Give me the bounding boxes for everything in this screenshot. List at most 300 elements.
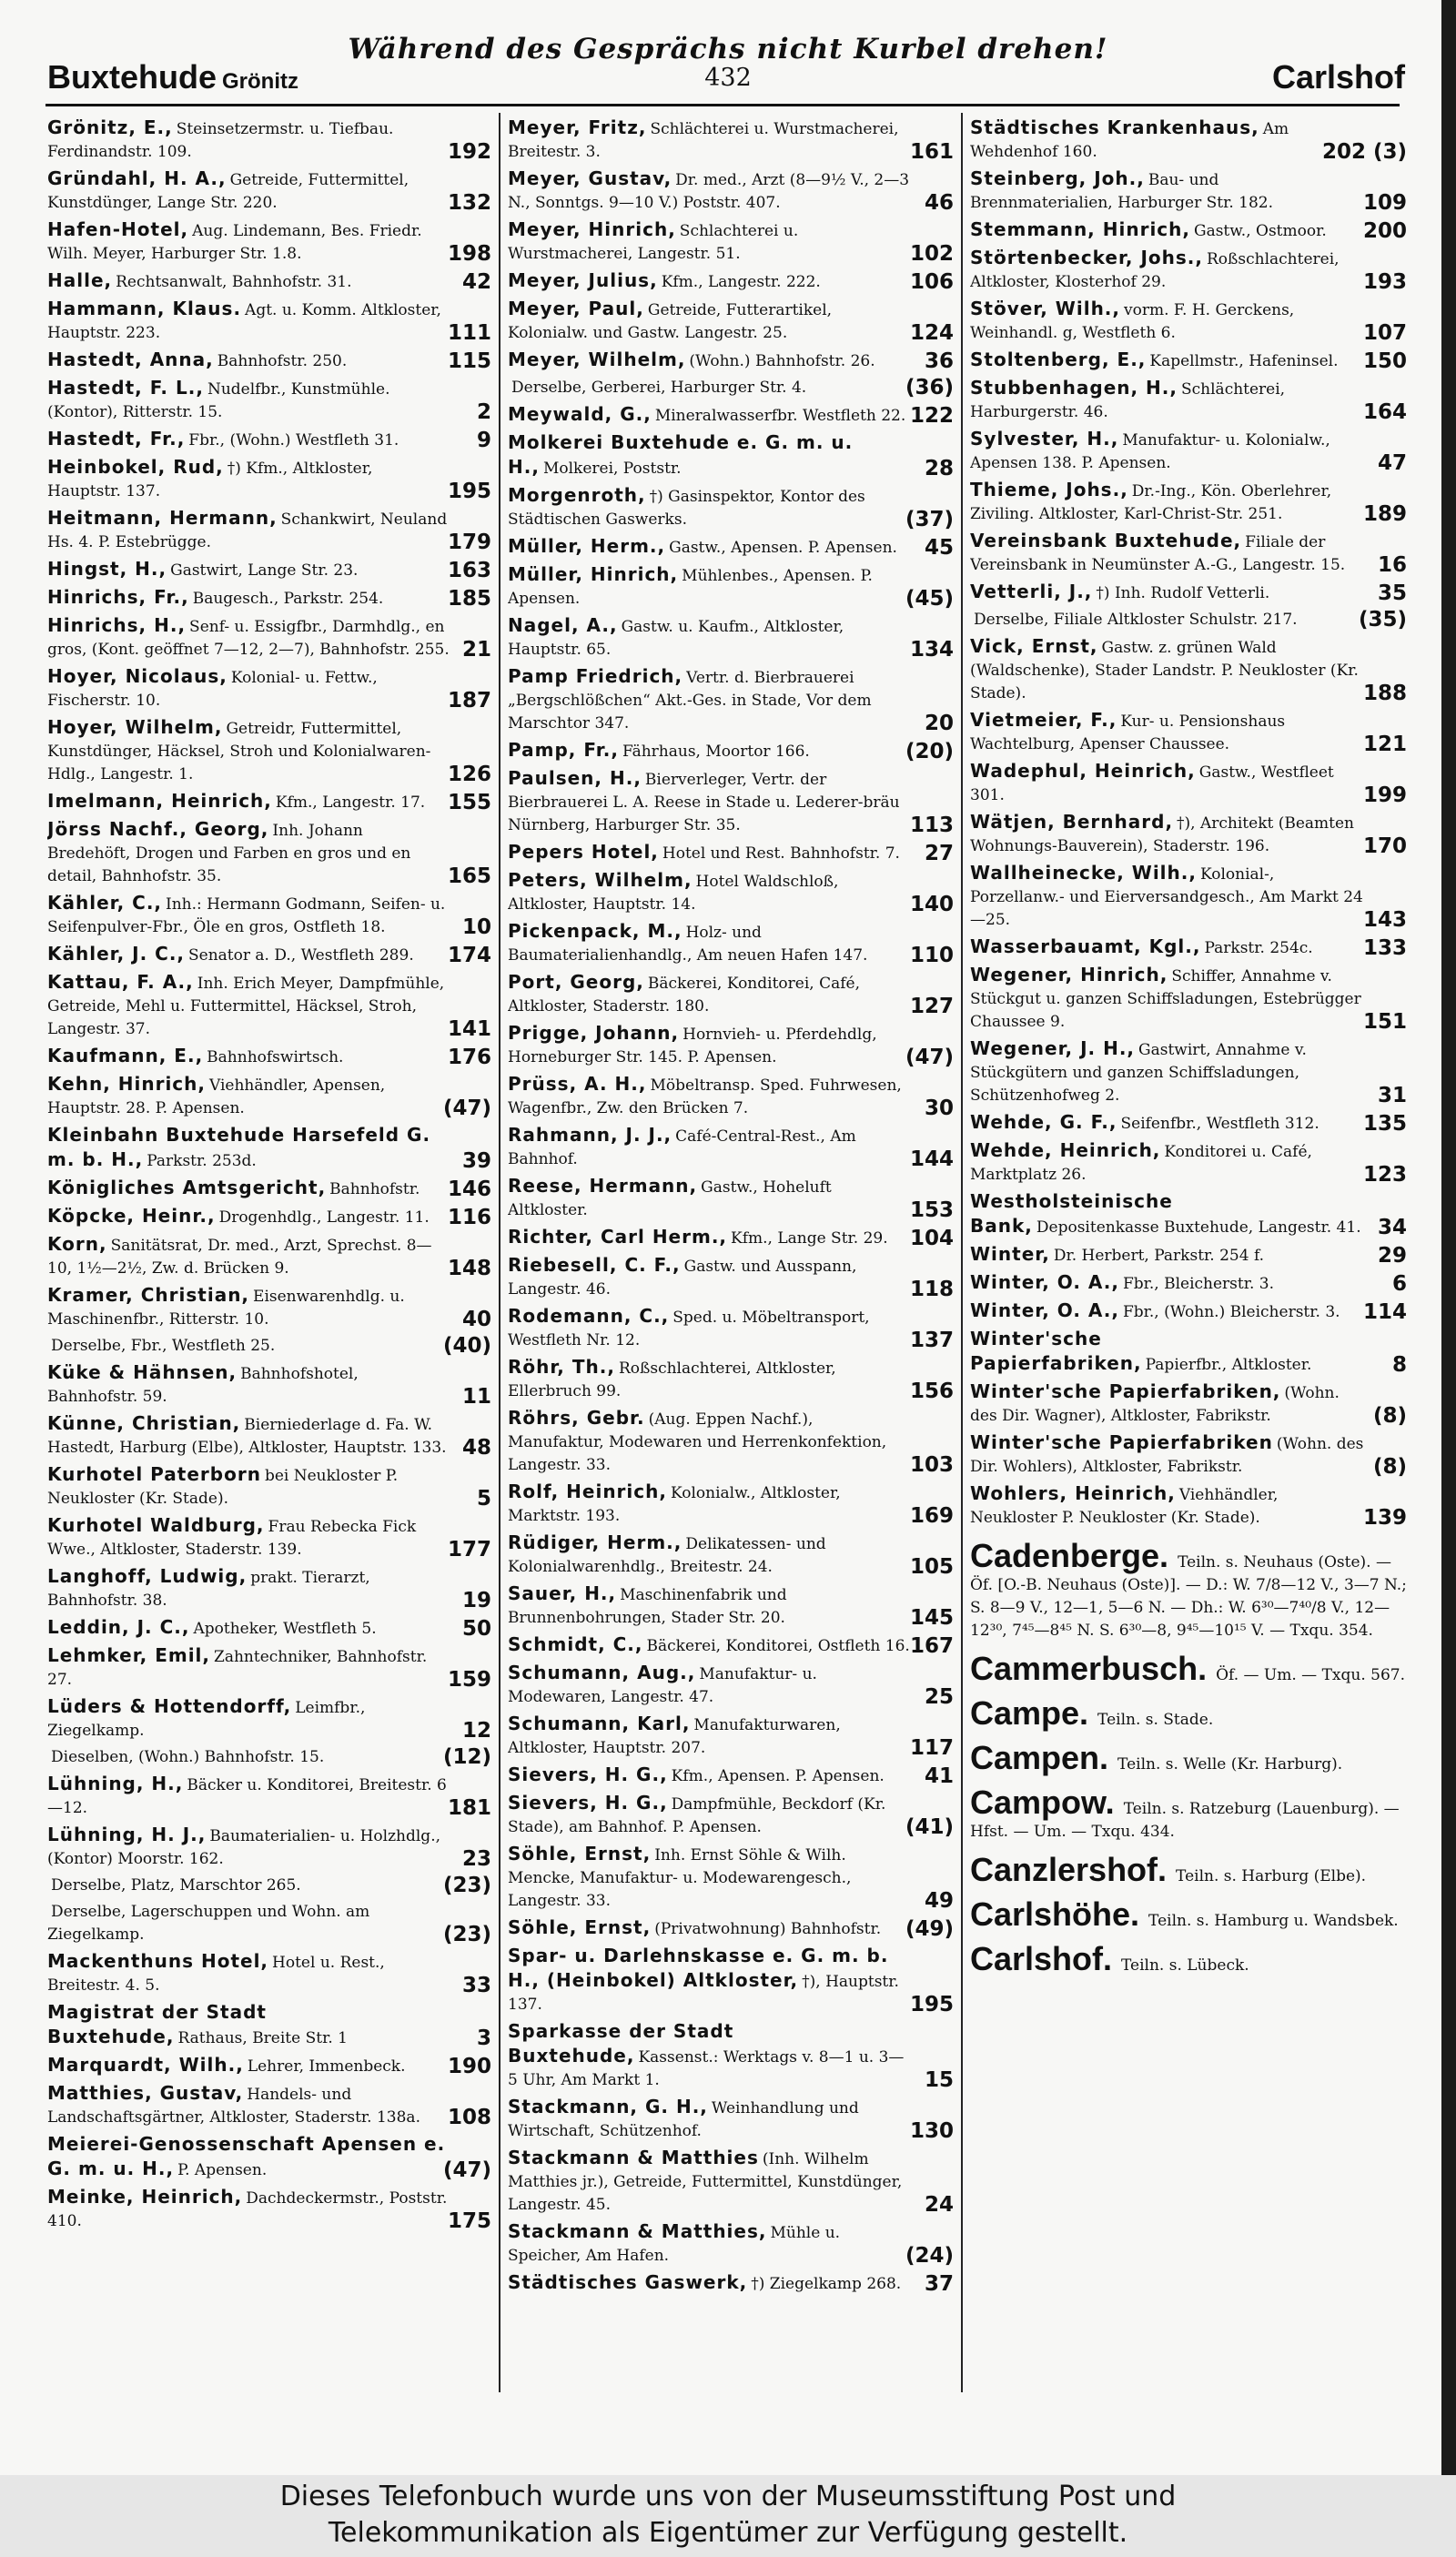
entry-name: Küke & Hähnsen, <box>47 1361 238 1383</box>
phone-number: 19 <box>461 1589 491 1612</box>
phone-number: 9 <box>476 429 491 452</box>
town-details: Teiln. s. Ratzeburg (Lauenburg). — Hfst. — Um. — Txqu. 434. <box>970 1800 1400 1841</box>
town-name: Campe. <box>970 1694 1089 1732</box>
directory-entry <box>508 1713 954 1760</box>
phone-number: 37 <box>924 2272 954 2296</box>
entry-name: Kleinbahn Buxtehude Harsefeld G. m. b. H., <box>47 1124 431 1170</box>
town-entry <box>970 1851 1407 1888</box>
phone-number: 148 <box>447 1257 491 1280</box>
town-details: Teiln. s. Neuhaus (Oste). — Öf. [O.-B. Neuhaus (Oste)]. — D.: W. 7/8—12 V., 3—7 N.; S. 8—9 V., 12—1, 5—6 N. — Dh.: W. 6³⁰—7⁴⁰/8 V., 12—12³⁰, 7⁴⁵—8⁴⁵ N. S. 6³⁰—8, 9⁴⁵—10¹⁵ V. — Txqu. 354. <box>970 1553 1407 1640</box>
directory-entry <box>970 581 1407 605</box>
directory-entry <box>508 1175 954 1222</box>
directory-entry <box>508 2096 954 2143</box>
directory-entry <box>508 1582 954 1630</box>
phone-number: 135 <box>1362 1112 1407 1136</box>
footer-line-2: Telekommunikation als Eigentümer zur Verfügung gestellt. <box>328 2517 1128 2549</box>
directory-entry <box>508 1792 954 1839</box>
entry-name: Steinberg, Joh., <box>970 167 1145 189</box>
phone-number: 114 <box>1362 1300 1407 1324</box>
entry-detail: Hornvieh- u. Pferdehdlg, Horneburger Str. 145. P. Apensen. <box>508 1026 877 1066</box>
entry-detail: Getreidr, Futtermittel, Kunstdünger, Häcksel, Stroh und Kolonialwaren-Hdlg., Langestr. 1. <box>47 720 431 783</box>
entry-detail: Leimfbr., Ziegelkamp. <box>47 1699 366 1740</box>
directory-entry <box>508 1843 954 1913</box>
entry-detail: Am Wehdenhof 160. <box>970 120 1289 161</box>
phone-number: 39 <box>461 1149 491 1173</box>
directory-entry <box>970 1139 1407 1187</box>
directory-entry <box>970 218 1407 243</box>
phone-number: 116 <box>447 1206 491 1229</box>
entry-detail: Maschinenfabrik und Brunnenbohrungen, Stader Str. 20. <box>508 1586 787 1627</box>
phone-number: 165 <box>447 864 491 888</box>
entry-name: Sparkasse der Stadt Buxtehude, <box>508 2020 734 2067</box>
directory-entry <box>508 1916 954 1941</box>
entry-name: Magistrat der Stadt Buxtehude, <box>47 2001 267 2047</box>
entry-detail: †) Kfm., Altkloster, Hauptstr. 137. <box>47 460 373 500</box>
phone-number: (36) <box>905 376 954 399</box>
column-divider <box>499 113 500 2392</box>
entry-name: Meyer, Gustav, <box>508 167 672 189</box>
phone-number: 46 <box>924 191 954 215</box>
entry-detail: Manufaktur- u. Kolonialw., Apensen 138. P. Apensen. <box>970 431 1330 472</box>
entry-name: Wadephul, Heinrich, <box>970 760 1196 782</box>
town-name: Campow. <box>970 1784 1115 1821</box>
entry-detail: Hotel Waldschloß, Altkloster, Hauptstr. 14. <box>508 873 839 914</box>
entry-name: Hinrichs, Fr., <box>47 586 189 608</box>
phone-number: 104 <box>909 1227 954 1250</box>
directory-entry <box>508 739 954 763</box>
directory-entry <box>47 349 491 373</box>
phone-number: 102 <box>909 242 954 266</box>
town-name: Cadenberge. <box>970 1537 1169 1574</box>
entry-detail: Gastw. u. Kaufm., Altkloster, Hauptstr. 65. <box>508 618 844 659</box>
entry-detail: Fährhaus, Moortor 166. <box>622 743 810 761</box>
entry-detail: Sanitätsrat, Dr. med., Arzt, Sprechst. 8—10, 1½—2½, Zw. d. Brücken 9. <box>47 1237 432 1278</box>
entry-detail: Bau- und Brennmaterialien, Harburger Str. 182. <box>970 171 1274 212</box>
entry-detail: Molkerei, Poststr. <box>542 460 682 478</box>
phone-number: 105 <box>909 1555 954 1579</box>
entry-name: Leddin, J. C., <box>47 1616 190 1638</box>
entry-detail: Agt. u. Komm. Altkloster, Hauptstr. 223. <box>47 301 441 342</box>
directory-entry <box>47 377 491 424</box>
directory-entry <box>970 247 1407 294</box>
entry-detail: Konditorei u. Café, Marktplatz 26. <box>970 1143 1312 1184</box>
entry-detail: †), Hauptstr. 137. <box>508 1973 899 2014</box>
entry-name: Wehde, G. F., <box>970 1111 1117 1133</box>
phone-number: 45 <box>924 536 954 560</box>
directory-entry <box>970 1380 1407 1428</box>
entry-detail: †), Architekt (Beamten Wohnungs-Bauverein), Staderstr. 196. <box>970 814 1355 855</box>
entry-name: Winter'sche Papierfabriken, <box>970 1380 1281 1402</box>
phone-number: (47) <box>442 2158 491 2182</box>
directory-entry <box>47 1514 491 1561</box>
phone-number: 195 <box>909 1993 954 2016</box>
entry-detail: Filiale der Vereinsbank in Neumünster A.-G., Langestr. 15. <box>970 533 1346 574</box>
phone-number: 195 <box>447 480 491 503</box>
entry-detail: Viehhändler, Apensen, Hauptstr. 28. P. Apensen. <box>47 1076 386 1117</box>
directory-entry <box>47 1335 491 1358</box>
directory-entry <box>508 1305 954 1352</box>
entry-detail: (Wohn. des Dir. Wagner), Altkloster, Fabrikstr. <box>970 1384 1340 1425</box>
entry-detail: Bahnhofstr. <box>329 1180 420 1198</box>
entry-name: Hinrichs, H., <box>47 614 187 636</box>
entry-detail: Seifenfbr., Westfleth 312. <box>1120 1115 1320 1133</box>
directory-entry <box>970 935 1407 960</box>
directory-entry <box>508 269 954 294</box>
entry-detail: Bierniederlage d. Fa. W. Hastedt, Harburg (Elbe), Altkloster, Hauptstr. 133. <box>47 1416 447 1457</box>
entry-name: Vietmeier, F., <box>970 709 1117 731</box>
phone-number: 117 <box>909 1736 954 1760</box>
phone-number: (23) <box>442 1923 491 1946</box>
entry-name: Kähler, C., <box>47 892 163 914</box>
entry-name: Port, Georg, <box>508 971 644 993</box>
directory-entry <box>508 665 954 735</box>
directory-entry <box>508 1356 954 1403</box>
phone-number: 140 <box>909 893 954 916</box>
directory-entry <box>970 964 1407 1034</box>
phone-number: 109 <box>1362 191 1407 215</box>
directory-entry <box>508 1073 954 1120</box>
entry-detail: Kur- u. Pensionshaus Wachtelburg, Apenser Chaussee. <box>970 713 1286 753</box>
entry-detail: Weinhandlung und Wirtschaft, Schützenhof. <box>508 2099 859 2140</box>
entry-name: Lühning, H., <box>47 1773 184 1794</box>
entry-name: Lehmker, Emil, <box>47 1644 211 1666</box>
town-details: Teiln. s. Harburg (Elbe). <box>1176 1867 1367 1885</box>
entry-name: Söhle, Ernst, <box>508 1916 652 1938</box>
phone-number: 190 <box>447 2055 491 2078</box>
phone-number: 130 <box>909 2119 954 2143</box>
entry-detail: Gastw. z. grünen Wald (Waldschenke), Stader Landstr. P. Neukloster (Kr. Stade). <box>970 639 1359 702</box>
entry-name: Winter, O. A., <box>970 1271 1119 1293</box>
entry-name: Schmidt, C., <box>508 1633 643 1655</box>
directory-entry <box>47 269 491 294</box>
directory-entry <box>47 1875 491 1897</box>
entry-name: Städtisches Gaswerk, <box>508 2271 748 2293</box>
entry-detail: Derselbe, Filiale Altkloster Schulstr. 217. <box>974 611 1298 629</box>
directory-entry <box>47 298 491 345</box>
entry-name: Lühning, H. J., <box>47 1824 207 1845</box>
entry-detail: Baumaterialien- u. Holzhdlg., (Kontor) Moorstr. 162. <box>47 1827 440 1868</box>
directory-entry <box>47 428 491 452</box>
entry-detail: Bäckerei, Konditorei, Café, Altkloster, Staderstr. 180. <box>508 975 860 1016</box>
directory-entry <box>47 971 491 1041</box>
entry-detail: Schlächterei, Harburgerstr. 46. <box>970 380 1286 421</box>
directory-entry <box>47 665 491 713</box>
column-3-entries <box>970 116 1407 1530</box>
entry-detail: Manufaktur- u. Modewaren, Langestr. 47. <box>508 1665 817 1706</box>
directory-entry <box>47 1412 491 1460</box>
entry-name: Peters, Wilhelm, <box>508 869 693 891</box>
entry-name: Prigge, Johann, <box>508 1022 680 1044</box>
directory-entry <box>508 869 954 916</box>
entry-detail: Bäcker u. Konditorei, Breitestr. 6—12. <box>47 1776 447 1817</box>
directory-entry <box>508 1531 954 1579</box>
directory-entry <box>47 1695 491 1743</box>
phone-number: 33 <box>461 1974 491 1997</box>
entry-name: Hafen-Hotel, <box>47 218 189 240</box>
directory-entry <box>47 1565 491 1612</box>
entry-name: Thieme, Johs., <box>970 479 1128 500</box>
entry-name: Wohlers, Heinrich, <box>970 1482 1176 1504</box>
directory-entry <box>47 2054 491 2078</box>
phone-number: 35 <box>1377 581 1407 605</box>
entry-detail: Handels- und Landschaftsgärtner, Altkloster, Staderstr. 138a. <box>47 2086 420 2127</box>
entry-name: Sylvester, H., <box>970 428 1119 450</box>
entry-detail: Nudelfbr., Kunstmühle. (Kontor), Ritterstr. 15. <box>47 380 390 421</box>
directory-entry <box>970 479 1407 526</box>
phone-number: 181 <box>447 1796 491 1820</box>
entry-detail: Apotheker, Westfleth 5. <box>193 1620 377 1638</box>
entry-detail: Rathaus, Breite Str. 1 <box>177 2029 348 2047</box>
directory-entry <box>508 1022 954 1069</box>
directory-entry <box>47 1124 491 1173</box>
entry-name: Köpcke, Heinr., <box>47 1205 216 1227</box>
entry-name: Heitmann, Hermann, <box>47 507 278 529</box>
phone-number: 167 <box>909 1634 954 1658</box>
entry-name: Stubbenhagen, H., <box>970 377 1178 399</box>
running-head-right: Carlshof <box>1271 58 1405 96</box>
entry-name: Pickenpack, M., <box>508 920 682 942</box>
entry-name: Wegener, J. H., <box>970 1037 1136 1059</box>
town-list <box>970 1537 1407 1977</box>
entry-detail: Baugesch., Parkstr. 254. <box>192 590 384 608</box>
directory-entry <box>47 1177 491 1201</box>
town-entry <box>970 1895 1407 1933</box>
phone-number: 106 <box>909 270 954 294</box>
entry-name: Meyer, Paul, <box>508 298 644 319</box>
entry-name: Schumann, Karl, <box>508 1713 691 1734</box>
directory-entry <box>970 1328 1407 1377</box>
directory-column-3 <box>970 116 1407 2400</box>
phone-number: 141 <box>447 1017 491 1041</box>
phone-number: 123 <box>1362 1163 1407 1187</box>
entry-name: Rüdiger, Herm., <box>508 1531 682 1553</box>
phone-number: 175 <box>447 2209 491 2233</box>
phone-number: 111 <box>447 321 491 345</box>
entry-detail: Dachdeckermstr., Poststr. 410. <box>47 2189 448 2230</box>
entry-detail: Mühlenbes., Apensen. P. Apensen. <box>508 567 873 608</box>
phone-number: 185 <box>447 587 491 611</box>
entry-detail: Viehhändler, Neukloster P. Neukloster (Kr. Stade). <box>970 1486 1279 1527</box>
entry-detail: Lehrer, Immenbeck. <box>247 2057 406 2076</box>
phone-number: 151 <box>1362 1010 1407 1034</box>
directory-entry <box>508 2220 954 2268</box>
entry-name: Kurhotel Waldburg, <box>47 1514 265 1536</box>
entry-detail: Delikatessen- und Kolonialwarenhdlg., Breitestr. 24. <box>508 1535 826 1576</box>
entry-name: Paulsen, H., <box>508 767 642 789</box>
phone-number: 103 <box>909 1453 954 1477</box>
directory-entry <box>508 484 954 531</box>
directory-entry <box>970 1271 1407 1296</box>
entry-detail: Schankwirt, Neuland Hs. 4. P. Estebrügge. <box>47 510 448 551</box>
entry-detail: Inh. Johann Bredehöft, Drogen und Farben en gros und en detail, Bahnhofstr. 35. <box>47 822 411 885</box>
entry-name: Langhoff, Ludwig, <box>47 1565 248 1587</box>
phone-number: 12 <box>461 1719 491 1743</box>
phone-number: 31 <box>1377 1084 1407 1107</box>
phone-number: 122 <box>909 404 954 428</box>
directory-entry <box>508 116 954 164</box>
entry-name: Hastedt, Fr., <box>47 428 186 450</box>
phone-number: 145 <box>909 1606 954 1630</box>
entry-name: Stoltenberg, E., <box>970 349 1147 370</box>
entry-detail: Derselbe, Lagerschuppen und Wohn. am Ziegelkamp. <box>47 1903 370 1944</box>
entry-detail: Gastw., Hoheluft Altkloster. <box>508 1178 832 1219</box>
directory-entry <box>508 377 954 399</box>
phone-number: 193 <box>1362 270 1407 294</box>
entry-name: Söhle, Ernst, <box>508 1843 652 1865</box>
entry-detail: (Wohn. des Dir. Wohlers), Altkloster, Fabrikstr. <box>970 1435 1364 1476</box>
directory-entry <box>508 1481 954 1528</box>
entry-name: Prüss, A. H., <box>508 1073 647 1095</box>
entry-detail: Dr. med., Arzt (8—9½ V., 2—3 N., Sonntgs. 9—10 V.) Poststr. 407. <box>508 171 910 212</box>
entry-detail: Gastw., Westfleet 301. <box>970 763 1334 804</box>
entry-name: Gründahl, H. A., <box>47 167 227 189</box>
phone-number: (23) <box>442 1874 491 1897</box>
entry-detail: prakt. Tierarzt, Bahnhofstr. 38. <box>47 1569 370 1610</box>
phone-number: (40) <box>442 1334 491 1358</box>
directory-entry <box>970 1243 1407 1268</box>
phone-number: 48 <box>461 1436 491 1460</box>
entry-detail: Bäckerei, Konditorei, Ostfleth 16. <box>646 1637 910 1655</box>
directory-entry <box>970 709 1407 756</box>
phone-number: (45) <box>905 587 954 611</box>
entry-name: Sauer, H., <box>508 1582 617 1604</box>
directory-entry <box>47 1205 491 1229</box>
phone-number: 107 <box>1362 321 1407 345</box>
phone-number: 108 <box>447 2106 491 2129</box>
phone-number: 121 <box>1362 733 1407 756</box>
directory-entry <box>970 862 1407 932</box>
town-entry <box>970 1940 1407 1977</box>
directory-entry <box>47 167 491 215</box>
directory-entry <box>970 377 1407 424</box>
entry-name: Kehn, Hinrich, <box>47 1073 206 1095</box>
phone-number: 153 <box>909 1198 954 1222</box>
directory-entry <box>508 614 954 662</box>
directory-entry <box>47 456 491 503</box>
phone-number: (47) <box>905 1046 954 1069</box>
entry-detail: Drogenhdlg., Langestr. 11. <box>218 1208 430 1227</box>
directory-entry <box>508 841 954 865</box>
entry-detail: Kfm., Langestr. 222. <box>661 273 821 291</box>
entry-detail: Dr. Herbert, Parkstr. 254 f. <box>1053 1247 1265 1265</box>
directory-entry <box>970 349 1407 373</box>
directory-entry <box>508 1124 954 1171</box>
directory-entry <box>47 2001 491 2050</box>
entry-name: Sievers, H. G., <box>508 1764 668 1785</box>
directory-entry <box>47 943 491 967</box>
phone-number: 189 <box>1362 502 1407 526</box>
entry-detail: Schlachterei u. Wurstmacherei, Langestr. 51. <box>508 222 799 263</box>
entry-detail: Bahnhofshotel, Bahnhofstr. 59. <box>47 1365 359 1406</box>
directory-entry <box>47 1773 491 1820</box>
entry-detail: Schlächterei u. Wurstmacherei, Breitestr. 3. <box>508 120 899 161</box>
phone-number: 198 <box>447 242 491 266</box>
entry-name: Winter'sche Papierfabriken <box>970 1431 1273 1453</box>
entry-detail: Gastw. und Ausspann, Langestr. 46. <box>508 1258 857 1299</box>
entry-detail: Depositenkasse Buxtehude, Langestr. 41. <box>1036 1218 1361 1237</box>
entry-name: Korn, <box>47 1233 107 1255</box>
directory-entry <box>47 1284 491 1331</box>
directory-entry <box>508 1254 954 1301</box>
entry-name: Rolf, Heinrich, <box>508 1481 667 1502</box>
phone-number: 11 <box>461 1385 491 1409</box>
entry-name: Hastedt, F. L., <box>47 377 204 399</box>
directory-entry <box>970 1482 1407 1530</box>
directory-entry <box>970 811 1407 858</box>
phone-number: 155 <box>447 791 491 814</box>
entry-name: Stemmann, Hinrich, <box>970 218 1190 240</box>
directory-entry <box>970 760 1407 807</box>
entry-name: Westholsteinische Bank, <box>970 1190 1173 1237</box>
phone-number: (47) <box>442 1097 491 1120</box>
directory-entry <box>508 1633 954 1658</box>
entry-name: Schumann, Aug., <box>508 1662 696 1683</box>
entry-detail: Roßschlachterei, Altkloster, Klosterhof 29. <box>970 250 1340 291</box>
directory-entry <box>47 1045 491 1069</box>
entry-name: Kramer, Christian, <box>47 1284 250 1306</box>
directory-entry <box>47 716 491 786</box>
directory-entry <box>47 116 491 164</box>
entry-detail: Inh. Erich Meyer, Dampfmühle, Getreide, Mehl u. Futtermittel, Häcksel, Stroh, Langestr. 37. <box>47 975 445 1038</box>
running-head-first-entry: Grönitz <box>222 69 299 94</box>
phone-number: 192 <box>447 140 491 164</box>
directory-entry <box>970 635 1407 705</box>
entry-detail: (Privatwohnung) Bahnhofstr. <box>654 1920 882 1938</box>
entry-name: Kaufmann, E., <box>47 1045 204 1066</box>
town-details: Teiln. s. Hamburg u. Wandsbek. <box>1148 1912 1399 1930</box>
entry-name: Riebesell, C. F., <box>508 1254 681 1276</box>
phone-number: 134 <box>909 638 954 662</box>
entry-detail: Holz- und Baumaterialienhandlg., Am neuen Hafen 147. <box>508 924 868 965</box>
directory-entry <box>47 1746 491 1769</box>
entry-detail: P. Apensen. <box>177 2161 268 2179</box>
entry-detail: (Inh. Wilhelm Matthies jr.), Getreide, Futtermittel, Kunstdünger, Langestr. 45. <box>508 2150 903 2214</box>
directory-entry <box>508 1764 954 1788</box>
town-name: Carlshöhe. <box>970 1895 1140 1933</box>
directory-entry <box>47 1644 491 1692</box>
phone-number: 36 <box>924 349 954 373</box>
phone-number: 27 <box>924 842 954 865</box>
entry-detail: vorm. F. H. Gerckens, Weinhandl. g, Westfleth 6. <box>970 301 1295 342</box>
phone-number: (12) <box>442 1745 491 1769</box>
entry-detail: Kfm., Lange Str. 29. <box>731 1229 888 1248</box>
directory-entry <box>508 563 954 611</box>
phone-number: 188 <box>1362 682 1407 705</box>
town-name: Canzlershof. <box>970 1851 1168 1888</box>
entry-detail: Mineralwasserfbr. Westfleth 22. <box>654 407 906 425</box>
entry-name: Stackmann & Matthies <box>508 2147 759 2168</box>
entry-detail: Café-Central-Rest., Am Bahnhof. <box>508 1127 856 1168</box>
entry-name: Wätjen, Bernhard, <box>970 811 1174 833</box>
phone-number: (20) <box>905 740 954 763</box>
phone-number: (41) <box>905 1815 954 1839</box>
phone-number: 137 <box>909 1329 954 1352</box>
phone-number: 139 <box>1362 1506 1407 1530</box>
phone-number: 143 <box>1362 908 1407 932</box>
entry-name: Meyer, Julius, <box>508 269 658 291</box>
phone-number: 144 <box>909 1147 954 1171</box>
entry-detail: (Aug. Eppen Nachf.), Manufaktur, Modewaren und Herrenkonfektion, Langestr. 33. <box>508 1410 887 1474</box>
entry-name: Müller, Herm., <box>508 535 666 557</box>
entry-name: Sievers, H. G., <box>508 1792 668 1814</box>
phone-number: (24) <box>905 2244 954 2268</box>
entry-name: Lüders & Hottendorff, <box>47 1695 292 1717</box>
entry-detail: Kolonial- u. Fettw., Fischerstr. 10. <box>47 669 378 710</box>
entry-detail: Kolonialw., Altkloster, Marktstr. 193. <box>508 1484 841 1525</box>
phone-number: 47 <box>1377 451 1407 475</box>
entry-detail: Fbr., (Wohn.) Westfleth 31. <box>188 431 399 450</box>
directory-entry <box>47 558 491 582</box>
